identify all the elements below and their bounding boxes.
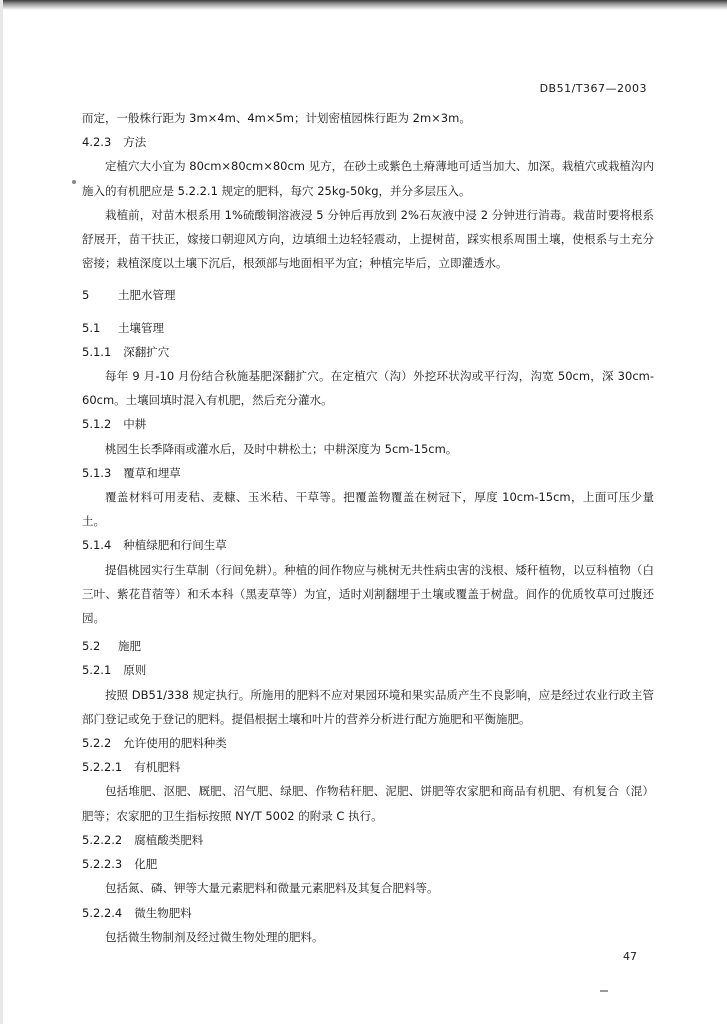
standard-code: DB51/T367—2003 [539, 82, 647, 95]
section-number: 5 [82, 288, 90, 303]
section-number: 5.2.1 [82, 663, 112, 678]
section-title: 施肥 [118, 639, 141, 654]
section-number: 5.2.2 [82, 736, 112, 751]
section-heading [82, 755, 654, 779]
section-number: 5.1.2 [82, 417, 112, 432]
section-title: 深翻扩穴 [123, 344, 170, 359]
paragraph: 定植穴大小宜为 80cm×80cm×80cm 见方，在砂土或紫色土瘠薄地可适当加大、加深。栽植穴或栽植沟内施入的有机肥应是 5.2.2.1 规定的肥料，每穴 25kg-50kg，并分多层压入。 [82, 159, 654, 198]
section-heading [82, 461, 654, 485]
paragraph: 按照 DB51/338 规定执行。所施用的肥料不应对果园环境和果实品质产生不良影响，应是经过农业行政主管部门登记或免于登记的肥料。提倡根据土壤和叶片的营养分析进行配方施肥和平衡施肥。 [82, 687, 654, 726]
scan-speck [600, 990, 608, 992]
scan-shadow-top [0, 0, 727, 10]
section-number: 5.1.1 [82, 344, 112, 359]
section-heading [82, 283, 654, 307]
scan-speck [72, 180, 76, 184]
section-title: 原则 [123, 663, 147, 678]
section-heading [82, 130, 654, 154]
section-title: 腐植酸类肥料 [134, 832, 204, 847]
section-number: 5.2 [82, 639, 101, 654]
document-body [82, 106, 654, 949]
paragraph: 覆盖材料可用麦秸、麦糠、玉米秸、干草等。把覆盖物覆盖在树冠下，厚度 10cm-15cm，上面可压少量土。 [82, 490, 654, 529]
paragraph: 每年 9 月-10 月份结合秋施基肥深翻扩穴。在定植穴（沟）外挖环状沟或平行沟，沟宽 50cm，深 30cm-60cm。土壤回填时混入有机肥，然后充分灌水。 [82, 369, 654, 408]
section-title: 中耕 [123, 417, 147, 432]
section-number: 5.1.4 [82, 538, 112, 553]
paragraph: 包括堆肥、沤肥、厩肥、沼气肥、绿肥、作物秸秆肥、泥肥、饼肥等农家肥和商品有机肥、有机复合（混）肥等；农家肥的卫生指标按照 NY/T 5002 的附录 C 执行。 [82, 784, 654, 823]
section-heading [82, 412, 654, 436]
section-title: 微生物肥料 [134, 905, 192, 920]
section-number: 5.2.2.3 [82, 857, 123, 872]
scan-shadow-left [0, 0, 3, 1024]
section-heading [82, 658, 654, 682]
section-title: 化肥 [134, 857, 158, 872]
section-heading [82, 533, 654, 557]
page-number: 47 [623, 950, 637, 963]
section-number: 5.1.3 [82, 465, 112, 480]
section-heading [82, 828, 654, 852]
section-heading [82, 901, 654, 925]
section-title: 土壤管理 [118, 320, 164, 335]
section-number: 5.2.2.4 [82, 905, 123, 920]
section-number: 5.2.2.2 [82, 832, 123, 847]
section-title: 覆草和埋草 [123, 465, 181, 480]
section-heading [82, 852, 654, 876]
section-title: 种植绿肥和行间生草 [123, 538, 227, 553]
paragraph: 桃园生长季降雨或灌水后，及时中耕松土；中耕深度为 5cm-15cm。 [105, 441, 458, 456]
section-number: 5.2.2.1 [82, 760, 123, 775]
section-heading [82, 634, 654, 658]
section-heading [82, 316, 654, 340]
section-number: 4.2.3 [82, 135, 112, 150]
section-title: 允许使用的肥料种类 [123, 736, 227, 751]
paragraph: 而定，一般株行距为 3m×4m、4m×5m；计划密植园株行距为 2m×3m。 [82, 111, 471, 125]
section-heading [82, 731, 654, 755]
paragraph: 提倡桃园实行生草制（行间免耕）。种植的间作物应与桃树无共性病虫害的浅根、矮秆植物，以豆科植物（白三叶、紫花苜蓿等）和禾本科（黑麦草等）为宜，适时刈割翻埋于土壤或覆盖于树盘。间作的优质牧草可过腹还园。 [82, 562, 654, 626]
paragraph: 包括氮、磷、钾等大量元素肥料和微量元素肥料及其复合肥料等。 [105, 881, 439, 896]
section-heading [82, 340, 654, 364]
section-title: 有机肥料 [134, 760, 181, 775]
paragraph: 包括微生物制剂及经过微生物处理的肥料。 [105, 929, 324, 944]
section-title: 方法 [123, 135, 147, 150]
paragraph: 栽植前，对苗木根系用 1%硫酸铜溶液浸 5 分钟后再放到 2%石灰液中浸 2 分钟进行消毒。栽苗时要将根系舒展开，苗干扶正，嫁接口朝迎风方向，边填细土边轻轻震动，上提树苗，踩实根系周围土壤，使根系与土充分密接；栽植深度以土壤下沉后，根颈部与地面相平为宜；种植完毕后，立即灌透水。 [82, 207, 654, 271]
section-title: 土肥水管理 [118, 288, 176, 303]
section-number: 5.1 [82, 320, 101, 335]
